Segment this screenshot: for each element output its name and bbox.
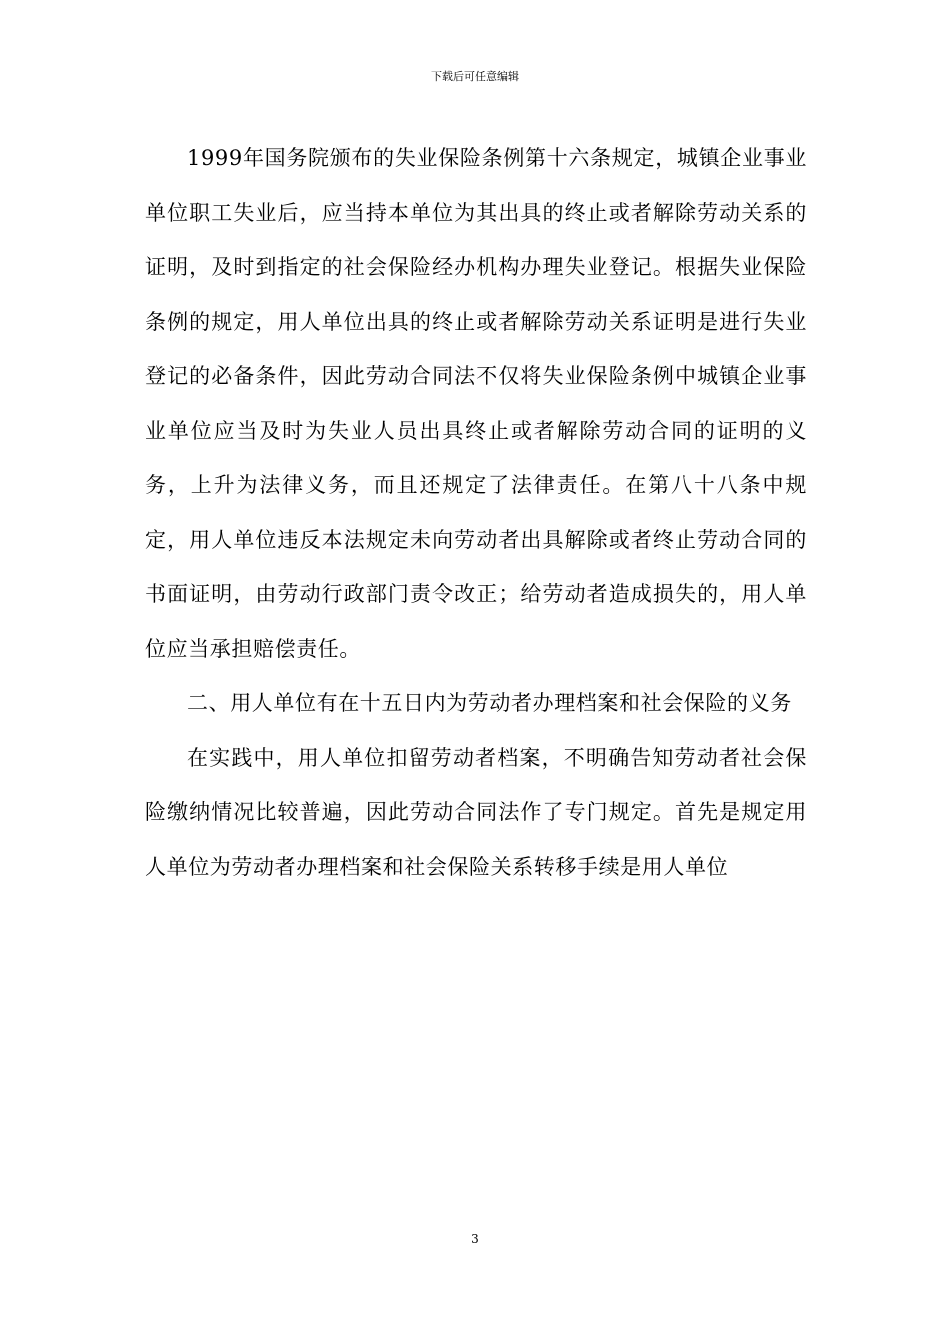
section-heading-archives-insurance: 二、用人单位有在十五日内为劳动者办理档案和社会保险的义务 <box>187 691 792 715</box>
page-number: 3 <box>471 1232 479 1246</box>
document-body <box>145 131 807 894</box>
paragraph-unemployment-certificate: 1999年国务院颁布的失业保险条例第十六条规定，城镇企业事业单位职工失业后，应当持本单位为其出具的终止或者解除劳动关系的证明，及时到指定的社会保险经办机构办理失业登记。根据失业保险条例的规定，用人单位出具的终止或者解除劳动关系证明是进行失业登记的必备条件，因此劳动合同法不仅将失业保险条例中城镇企业事业单位应当及时为失业人员出具终止或者解除劳动合同的证明的义务，上升为法律义务，而且还规定了法律责任。在第八十八条中规定，用人单位违反本法规定未向劳动者出具解除或者终止劳动合同的书面证明，由劳动行政部门责令改正；给劳动者造成损失的，用人单位应当承担赔偿责任。 <box>145 146 807 661</box>
page-header: 下载后可任意编辑 <box>431 70 519 83</box>
paragraph-practice: 在实践中，用人单位扣留劳动者档案，不明确告知劳动者社会保险缴纳情况比较普遍，因此劳动合同法作了专门规定。首先是规定用人单位为劳动者办理档案和社会保险关系转移手续是用人单位 <box>145 745 807 879</box>
